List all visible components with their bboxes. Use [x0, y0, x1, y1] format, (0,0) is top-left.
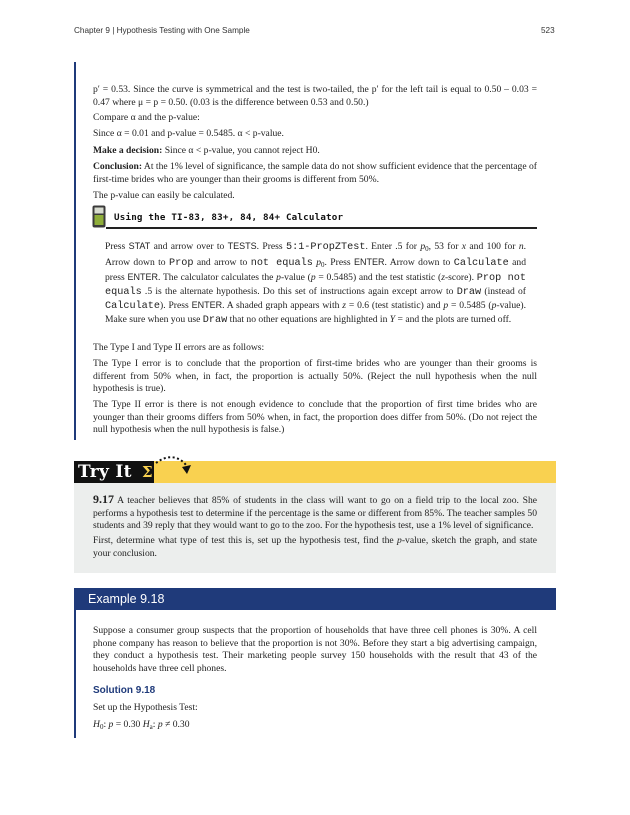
page-number: 523: [541, 26, 555, 35]
svg-text:Σ: Σ: [142, 463, 153, 481]
conclusion-text: At the 1% level of significance, the sample data do not show sufficient evidence that the percentage of first-time brides who are younger than their grooms is different from 50%.: [93, 161, 537, 185]
calculator-instructions: Press STAT and arrow over to TESTS. Press 5:1-PropZTest. Enter .5 for $p_0$, 53 for x and 100 for n. Arrow down to Prop and arrow to not equals $p_0$. Press ENTER. Arrow down to Calculate and press ENTER. The calculator calculates the p-value (p = 0.5485) and the test statistic (z-score). Prop not equals .5 is the alternate hypothesis. Do this set of instructions again except arrow to Draw (instead of Calculate). Press ENTER. A shaded graph appears with z = 0.6 (test statistic) and p = 0.5485 (p-value). Make sure when you use Draw that no other equations are highlighted in Y = and the plots are turned off.: [105, 241, 527, 326]
try-it-text: A teacher believes that 85% of students in the class will want to go on a field trip to the local zoo. She performs a hypothesis test to determine if the percentage is the same or different from 85%. The teacher samples 50 students and 39 reply that they would want to go to the zoo. For the hypothesis test, use a 1% level of significance.: [93, 495, 538, 532]
calculator-icon: [92, 205, 106, 228]
try-it-problem: [93, 493, 537, 533]
type1-error-paragraph: The Type I error is to conclude that the proportion of first-time brides who are younger than their grooms is different from 50% when, in fact, the proportion is actually 50%. (Reject the null hypothesis when the null hypothesis is true).: [93, 358, 537, 395]
try-it-arrow-icon: [140, 455, 198, 485]
calculator-title: Using the TI-83, 83+, 84, 84+ Calculator: [114, 212, 344, 223]
calculator-title-rule: [106, 227, 537, 229]
decision-line: [93, 145, 537, 158]
running-header: Chapter 9 | Hypothesis Testing with One Sample: [74, 26, 250, 35]
since-line: Since α = 0.01 and p-value = 0.5485. α < p-value.: [93, 128, 284, 139]
type2-error-paragraph: The Type II error is there is not enough evidence to conclude that the proportion of first time brides who are younger than their grooms differs from 50% when, in fact, the proportion does differ from 50%. (Do not reject the null hypothesis when the null hypothesis is false.): [93, 399, 537, 436]
pvalue-calc-line: The p-value can easily be calculated.: [93, 190, 235, 201]
example-problem: Suppose a consumer group suspects that the proportion of households that have three cell phones is 30%. A cell phone company has reason to believe that the proportion is not 30%. Before they start a big advertising campaign, they conduct a hypothesis test. Their marketing people survey 150 households with the result that 43 of the households have three cell phones.: [93, 625, 537, 674]
hypotheses-line: $H_0$: p = 0.30 $H_a$: p ≠ 0.30: [93, 719, 190, 731]
decision-label: Make a decision:: [93, 145, 163, 156]
example-sidebar-line: [74, 62, 76, 440]
conclusion-paragraph: [93, 161, 537, 186]
example-sidebar-line-2: [74, 610, 76, 738]
example-title: Example 9.18: [88, 592, 165, 606]
try-it-instructions: First, determine what type of test this is, set up the hypothesis test, find the p-value, sketch the graph, and state your conclusion.: [93, 535, 537, 559]
solution-title: Solution 9.18: [93, 685, 156, 696]
try-it-number: 9.17: [93, 492, 114, 506]
decision-text: Since α < p-value, you cannot reject H0.: [162, 145, 320, 156]
conclusion-label: Conclusion:: [93, 161, 143, 172]
setup-line: Set up the Hypothesis Test:: [93, 702, 198, 713]
errors-intro: The Type I and Type II errors are as follows:: [93, 342, 265, 353]
try-it-label: Try It: [78, 462, 132, 482]
compare-line: Compare α and the p-value:: [93, 112, 200, 123]
p-prime-paragraph: p′ = 0.53. Since the curve is symmetrical and the test is two-tailed, the p′ for the left tail is equal to 0.50 – 0.03 = 0.47 where μ = p = 0.50. (0.03 is the difference between 0.53 and 0.50.): [93, 84, 537, 108]
